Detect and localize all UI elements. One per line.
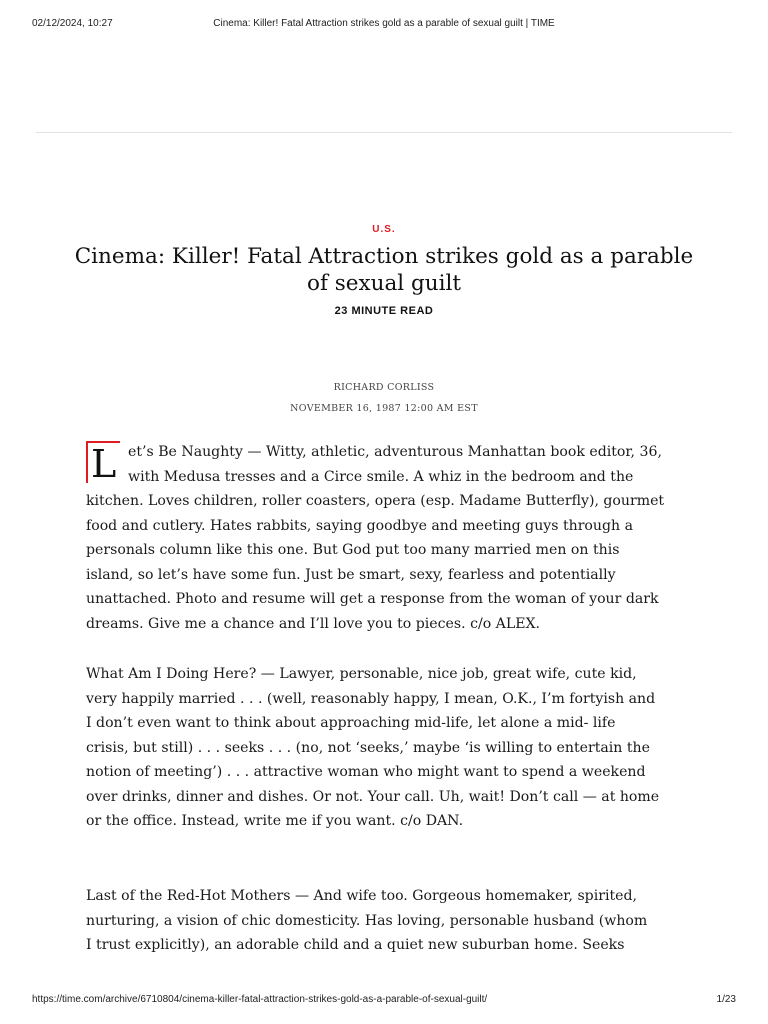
publish-date: NOVEMBER 16, 1987 12:00 AM EST: [290, 403, 478, 414]
paragraph-line: dreams. Give me a chance and I’ll love you to pieces. c/o ALEX.: [86, 615, 541, 632]
drop-cap-letter: L: [91, 442, 117, 486]
read-time: 23 MINUTE READ: [334, 305, 434, 317]
paragraph-line: I trust explicitly), an adorable child and a quiet new suburban home. Seeks: [86, 937, 625, 953]
paragraph-line: food and cutlery. Hates rabbits, saying goodbye and meeting guys through a: [86, 517, 633, 534]
article-paragraph: [86, 884, 686, 958]
paragraph-line: I don’t even want to think about approaching mid-life, let alone a mid- life: [86, 715, 616, 731]
author-link[interactable]: RICHARD CORLISS: [333, 382, 435, 393]
paragraph-line: very happily married . . . (well, reasonably happy, I mean, O.K., I’m fortyish and: [86, 690, 656, 707]
paragraph-line: nurturing, a vision of chic domesticity. Has loving, personable husband (whom: [86, 912, 648, 929]
paragraph-line: or the office. Instead, write me if you want. c/o DAN.: [86, 813, 464, 829]
page-number: 1/23: [716, 994, 736, 1005]
paragraph-line: kitchen. Loves children, roller coasters, opera (esp. Madame Butterfly), gourmet: [86, 493, 665, 509]
paragraph-line: with Medusa tresses and a Circe smile. A whiz in the bedroom and the: [128, 468, 634, 485]
paragraph-line: Last of the Red-Hot Mothers — And wife too. Gorgeous homemaker, spirited,: [86, 888, 637, 904]
print-datetime: 02/12/2024, 10:27: [32, 18, 113, 29]
article-paragraph: [86, 662, 686, 834]
paragraph-line: crisis, but still) . . . seeks . . . (no, not ‘seeks,’ maybe ‘is willing to entertain the: [86, 739, 650, 756]
paragraph-line: notion of meeting’) . . . attractive woman who might want to spend a weekend: [86, 764, 646, 780]
paragraph-line: What Am I Doing Here? — Lawyer, personable, nice job, great wife, cute kid,: [86, 666, 637, 682]
headline-line: Cinema: Killer! Fatal Attraction strikes gold as a parable: [74, 244, 694, 269]
print-page-title: Cinema: Killer! Fatal Attraction strikes gold as a parable of sexual guilt | TIME: [213, 18, 555, 29]
article-paragraph: [86, 440, 686, 636]
page-url: https://time.com/archive/6710804/cinema-killer-fatal-attraction-strikes-gold-as-a-parable-of-sexual-guilt/: [32, 994, 488, 1005]
header-divider: [36, 132, 732, 133]
article-headline: [40, 243, 728, 297]
paragraph-line: unattached. Photo and resume will get a response from the woman of your dark: [86, 591, 659, 607]
paragraph-line: personals column like this one. But God put too many married men on this: [86, 542, 620, 558]
paragraph-line: island, so let’s have some fun. Just be smart, sexy, fearless and potentially: [86, 566, 616, 583]
paragraph-line: et’s Be Naughty — Witty, athletic, adventurous Manhattan book editor, 36,: [128, 444, 662, 460]
paragraph-line: over drinks, dinner and dishes. Or not. Your call. Uh, wait! Don’t call — at home: [86, 788, 660, 805]
section-tag-link[interactable]: U.S.: [372, 224, 396, 235]
headline-line: of sexual guilt: [307, 271, 461, 296]
